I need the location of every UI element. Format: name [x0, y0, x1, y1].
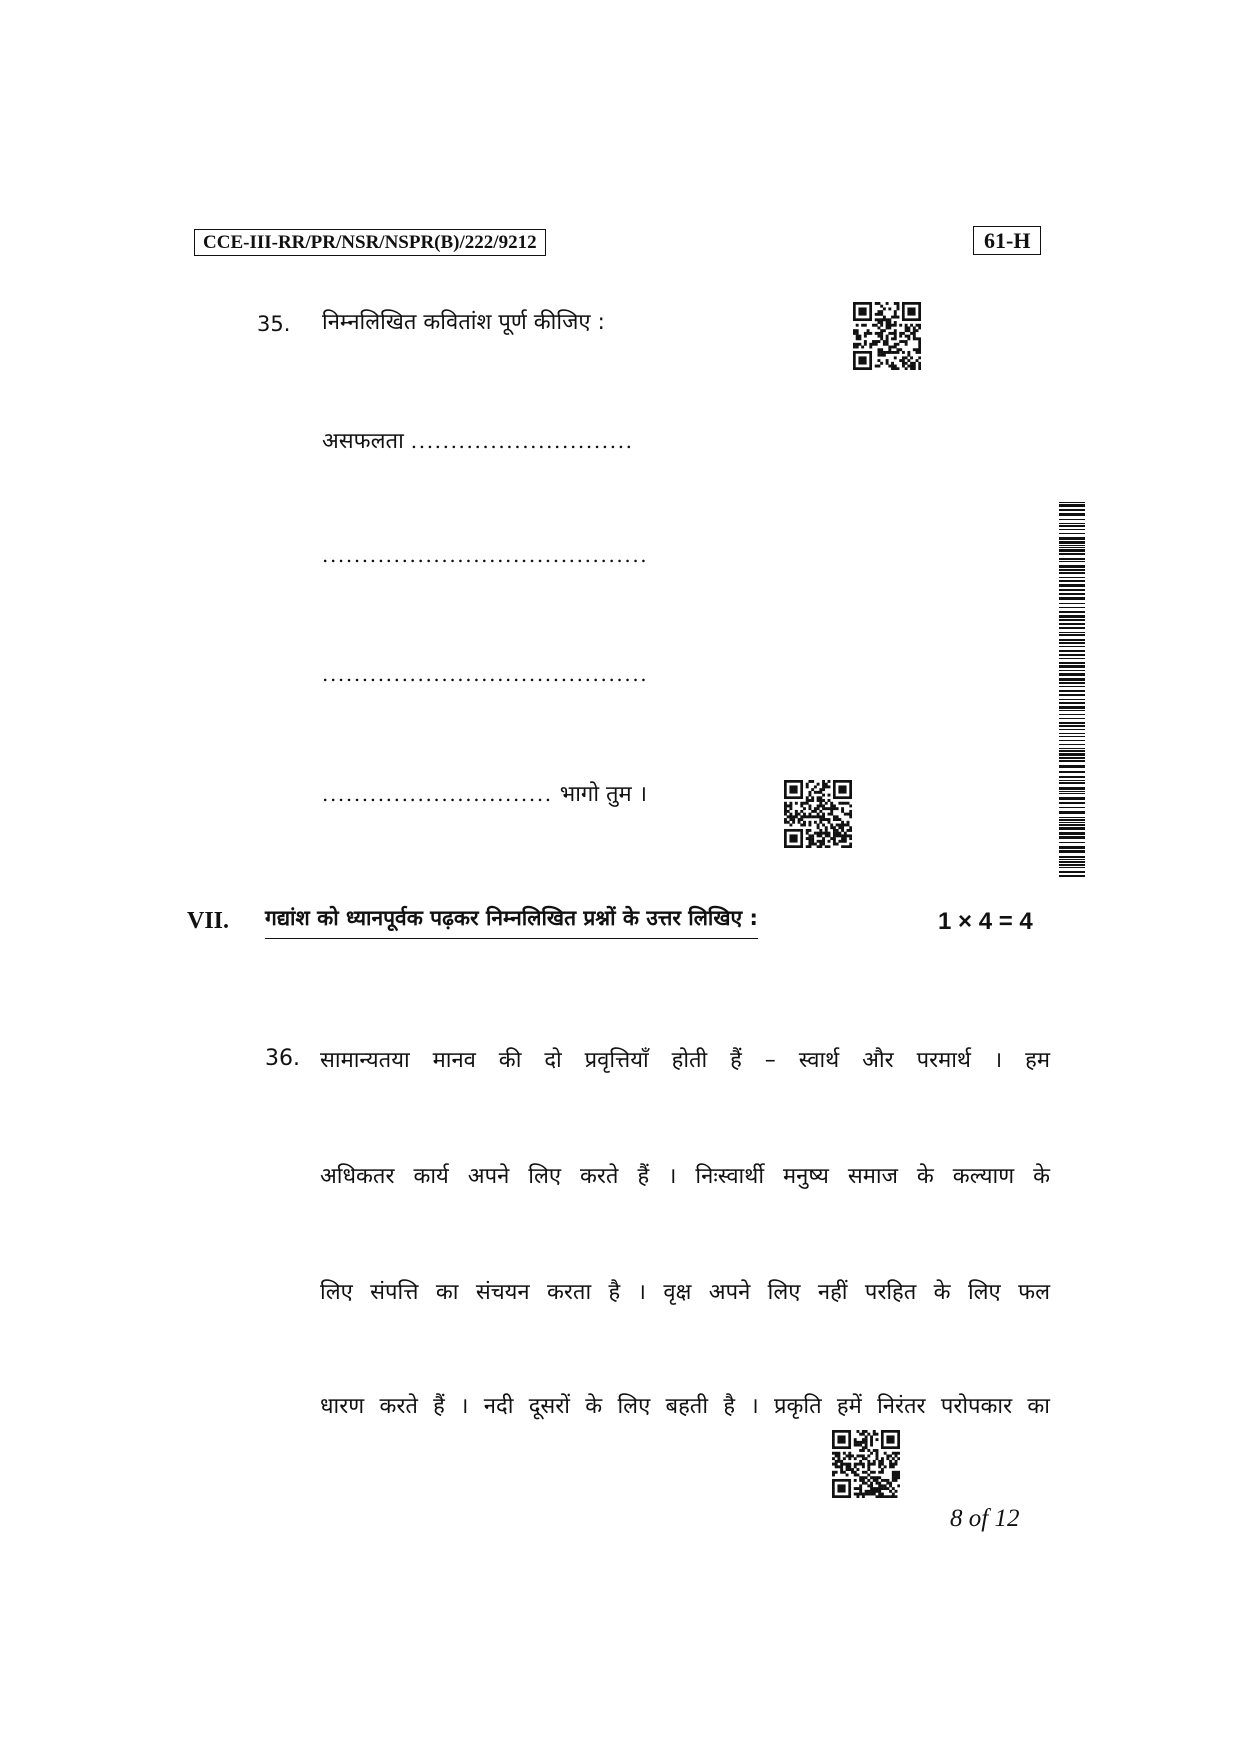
poem-line-4 — [322, 778, 647, 808]
poem-line-1-blank: ............................ — [410, 429, 634, 453]
section-roman-numeral: VII. — [187, 908, 230, 934]
poem-line-3-blank: ......................................... — [322, 662, 649, 686]
poem-line-4-blank: ............................. — [322, 782, 553, 806]
qr-code-icon — [784, 780, 852, 848]
question-35-prompt: निम्नलिखित कवितांश पूर्ण कीजिए : — [322, 310, 605, 335]
passage-line-4: धारण करते हैं । नदी दूसरों के लिए बहती है । प्रकृति हमें निरंतर परोपकार का — [320, 1394, 1050, 1419]
poem-line-1-start: असफलता — [322, 429, 404, 454]
paper-number: 61-H — [973, 226, 1041, 255]
passage-line-1: सामान्यतया मानव की दो प्रवृत्तियाँ होती हैं – स्वार्थ और परमार्थ । हम — [320, 1048, 1050, 1073]
section-title: गद्यांश को ध्यानपूर्वक पढ़कर निम्नलिखित प्रश्नों के उत्तर लिखिए : — [265, 904, 758, 939]
qr-code-icon — [832, 1430, 900, 1498]
paper-code: CCE-III-RR/PR/NSR/NSPR(B)/222/9212 — [194, 229, 546, 256]
poem-line-1 — [322, 425, 634, 455]
passage-line-2: अधिकतर कार्य अपने लिए करते हैं । निःस्वार्थी मनुष्य समाज के कल्याण के — [320, 1164, 1050, 1189]
poem-line-2-blank: ......................................... — [322, 543, 649, 567]
section-marks: 1 × 4 = 4 — [938, 908, 1033, 935]
poem-line-4-end: भागो तुम । — [559, 782, 648, 807]
question-36-number: 36. — [265, 1046, 300, 1071]
page-number: 8 of 12 — [950, 1505, 1020, 1532]
passage-line-3: लिए संपत्ति का संचयन करता है । वृक्ष अपने लिए नहीं परहित के लिए फल — [320, 1280, 1050, 1305]
qr-code-icon — [853, 302, 921, 370]
barcode-icon — [1059, 502, 1085, 880]
question-35-number: 35. — [257, 312, 291, 336]
